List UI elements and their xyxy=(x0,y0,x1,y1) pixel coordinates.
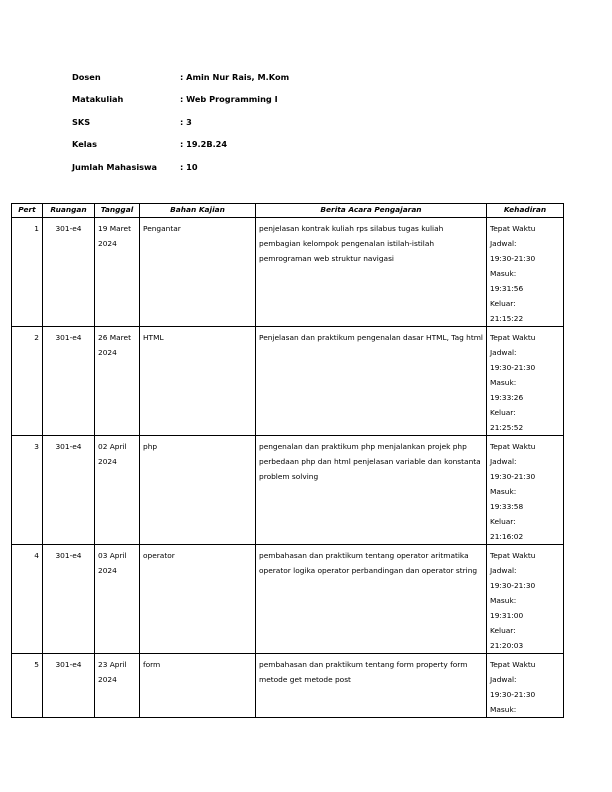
kehadiran-jadwal-value: 19:30-21:30 xyxy=(490,581,536,590)
cell-bahan-kajian: form xyxy=(140,654,256,718)
col-header-ruangan: Ruangan xyxy=(43,204,95,218)
attendance-table xyxy=(11,203,564,718)
info-row-jumlah xyxy=(72,161,289,183)
cell-ruangan: 301-e4 xyxy=(43,218,95,327)
kehadiran-keluar-label: Keluar: xyxy=(490,517,516,526)
cell-berita-acara: pembahasan dan praktikum tentang operator aritmatika operator logika operator perbandingan dan operator string xyxy=(256,545,487,654)
kehadiran-status: Tepat Waktu xyxy=(490,224,536,233)
dosen-label: Dosen xyxy=(72,72,101,82)
kehadiran-masuk-label: Masuk: xyxy=(490,705,517,714)
kehadiran-jadwal-label: Jadwal: xyxy=(490,348,517,357)
cell-bahan-kajian: php xyxy=(140,436,256,545)
info-row-matakuliah xyxy=(72,93,289,115)
cell-ruangan: 301-e4 xyxy=(43,327,95,436)
table-body xyxy=(12,218,564,718)
col-header-tanggal: Tanggal xyxy=(95,204,140,218)
kehadiran-jadwal-label: Jadwal: xyxy=(490,566,517,575)
table-row xyxy=(12,545,564,654)
kehadiran-masuk-value: 19:33:58 xyxy=(490,502,524,511)
kelas-label: Kelas xyxy=(72,139,97,150)
info-row-dosen xyxy=(72,71,289,93)
cell-bahan-kajian: Pengantar xyxy=(140,218,256,327)
kehadiran-status: Tepat Waktu xyxy=(490,442,536,451)
kehadiran-keluar-value: 21:15:22 xyxy=(490,314,524,323)
cell-ruangan: 301-e4 xyxy=(43,545,95,654)
kehadiran-keluar-value: 21:16:02 xyxy=(490,532,524,541)
kehadiran-keluar-value: 21:20:03 xyxy=(490,641,524,650)
kehadiran-masuk-value: 19:31:56 xyxy=(490,284,524,293)
matakuliah-label: Matakuliah xyxy=(72,94,124,105)
kehadiran-status: Tepat Waktu xyxy=(490,333,536,342)
kehadiran-status: Tepat Waktu xyxy=(490,551,536,560)
jumlah-value: : 10 xyxy=(180,161,198,172)
info-row-sks xyxy=(72,116,289,138)
cell-pert: 4 xyxy=(12,545,43,654)
table-row xyxy=(12,218,564,327)
cell-tanggal: 23 April 2024 xyxy=(95,654,140,718)
col-header-berita-acara: Berita Acara Pengajaran xyxy=(256,204,487,218)
cell-berita-acara: pengenalan dan praktikum php menjalankan projek php perbedaan php dan html penjelasan variable dan konstanta problem solving xyxy=(256,436,487,545)
kehadiran-keluar-label: Keluar: xyxy=(490,299,516,308)
col-header-bahan-kajian: Bahan Kajian xyxy=(140,204,256,218)
cell-pert: 3 xyxy=(12,436,43,545)
sks-label: SKS xyxy=(72,116,91,127)
cell-kehadiran xyxy=(487,327,564,436)
cell-kehadiran xyxy=(487,218,564,327)
table-row xyxy=(12,436,564,545)
kehadiran-jadwal-value: 19:30-21:30 xyxy=(490,363,536,372)
kehadiran-jadwal-label: Jadwal: xyxy=(490,675,517,684)
cell-pert: 2 xyxy=(12,327,43,436)
cell-ruangan: 301-e4 xyxy=(43,654,95,718)
col-header-kehadiran: Kehadiran xyxy=(487,204,564,218)
cell-tanggal: 03 April 2024 xyxy=(95,545,140,654)
col-header-pert: Pert xyxy=(12,204,43,218)
kehadiran-masuk-label: Masuk: xyxy=(490,269,517,278)
kehadiran-masuk-label: Masuk: xyxy=(490,487,517,496)
cell-bahan-kajian: operator xyxy=(140,545,256,654)
kehadiran-keluar-label: Keluar: xyxy=(490,408,516,417)
cell-kehadiran xyxy=(487,436,564,545)
kehadiran-jadwal-value: 19:30-21:30 xyxy=(490,472,536,481)
matakuliah-value: : Web Programming I xyxy=(180,94,278,105)
jumlah-label: Jumlah Mahasiswa xyxy=(72,161,158,172)
cell-ruangan: 301-e4 xyxy=(43,436,95,545)
kehadiran-jadwal-label: Jadwal: xyxy=(490,239,517,248)
kelas-value: : 19.2B.24 xyxy=(180,139,228,150)
kehadiran-masuk-label: Masuk: xyxy=(490,378,517,387)
cell-bahan-kajian: HTML xyxy=(140,327,256,436)
cell-berita-acara: pembahasan dan praktikum tentang form property form metode get metode post xyxy=(256,654,487,718)
kehadiran-keluar-value: 21:25:52 xyxy=(490,423,524,432)
kehadiran-masuk-value: 19:31:00 xyxy=(490,611,524,620)
cell-berita-acara: penjelasan kontrak kuliah rps silabus tugas kuliah pembagian kelompok pengenalan istilah-istilah pemrograman web struktur navigasi xyxy=(256,218,487,327)
kehadiran-masuk-label: Masuk: xyxy=(490,596,517,605)
dosen-value: : Amin Nur Rais, M.Kom xyxy=(180,72,290,82)
table-header-row xyxy=(12,204,564,218)
cell-tanggal: 02 April 2024 xyxy=(95,436,140,545)
info-row-kelas xyxy=(72,138,289,160)
cell-kehadiran xyxy=(487,654,564,718)
cell-kehadiran xyxy=(487,545,564,654)
cell-pert: 1 xyxy=(12,218,43,327)
kehadiran-masuk-value: 19:33:26 xyxy=(490,393,524,402)
kehadiran-keluar-label: Keluar: xyxy=(490,626,516,635)
table-row xyxy=(12,327,564,436)
kehadiran-jadwal-value: 19:30-21:30 xyxy=(490,690,536,699)
cell-pert: 5 xyxy=(12,654,43,718)
sks-value: : 3 xyxy=(180,116,192,127)
cell-tanggal: 26 Maret 2024 xyxy=(95,327,140,436)
table-row xyxy=(12,654,564,718)
cell-berita-acara: Penjelasan dan praktikum pengenalan dasar HTML, Tag html xyxy=(256,327,487,436)
course-info xyxy=(72,71,289,183)
cell-tanggal: 19 Maret 2024 xyxy=(95,218,140,327)
kehadiran-jadwal-value: 19:30-21:30 xyxy=(490,254,536,263)
kehadiran-jadwal-label: Jadwal: xyxy=(490,457,517,466)
kehadiran-status: Tepat Waktu xyxy=(490,660,536,669)
